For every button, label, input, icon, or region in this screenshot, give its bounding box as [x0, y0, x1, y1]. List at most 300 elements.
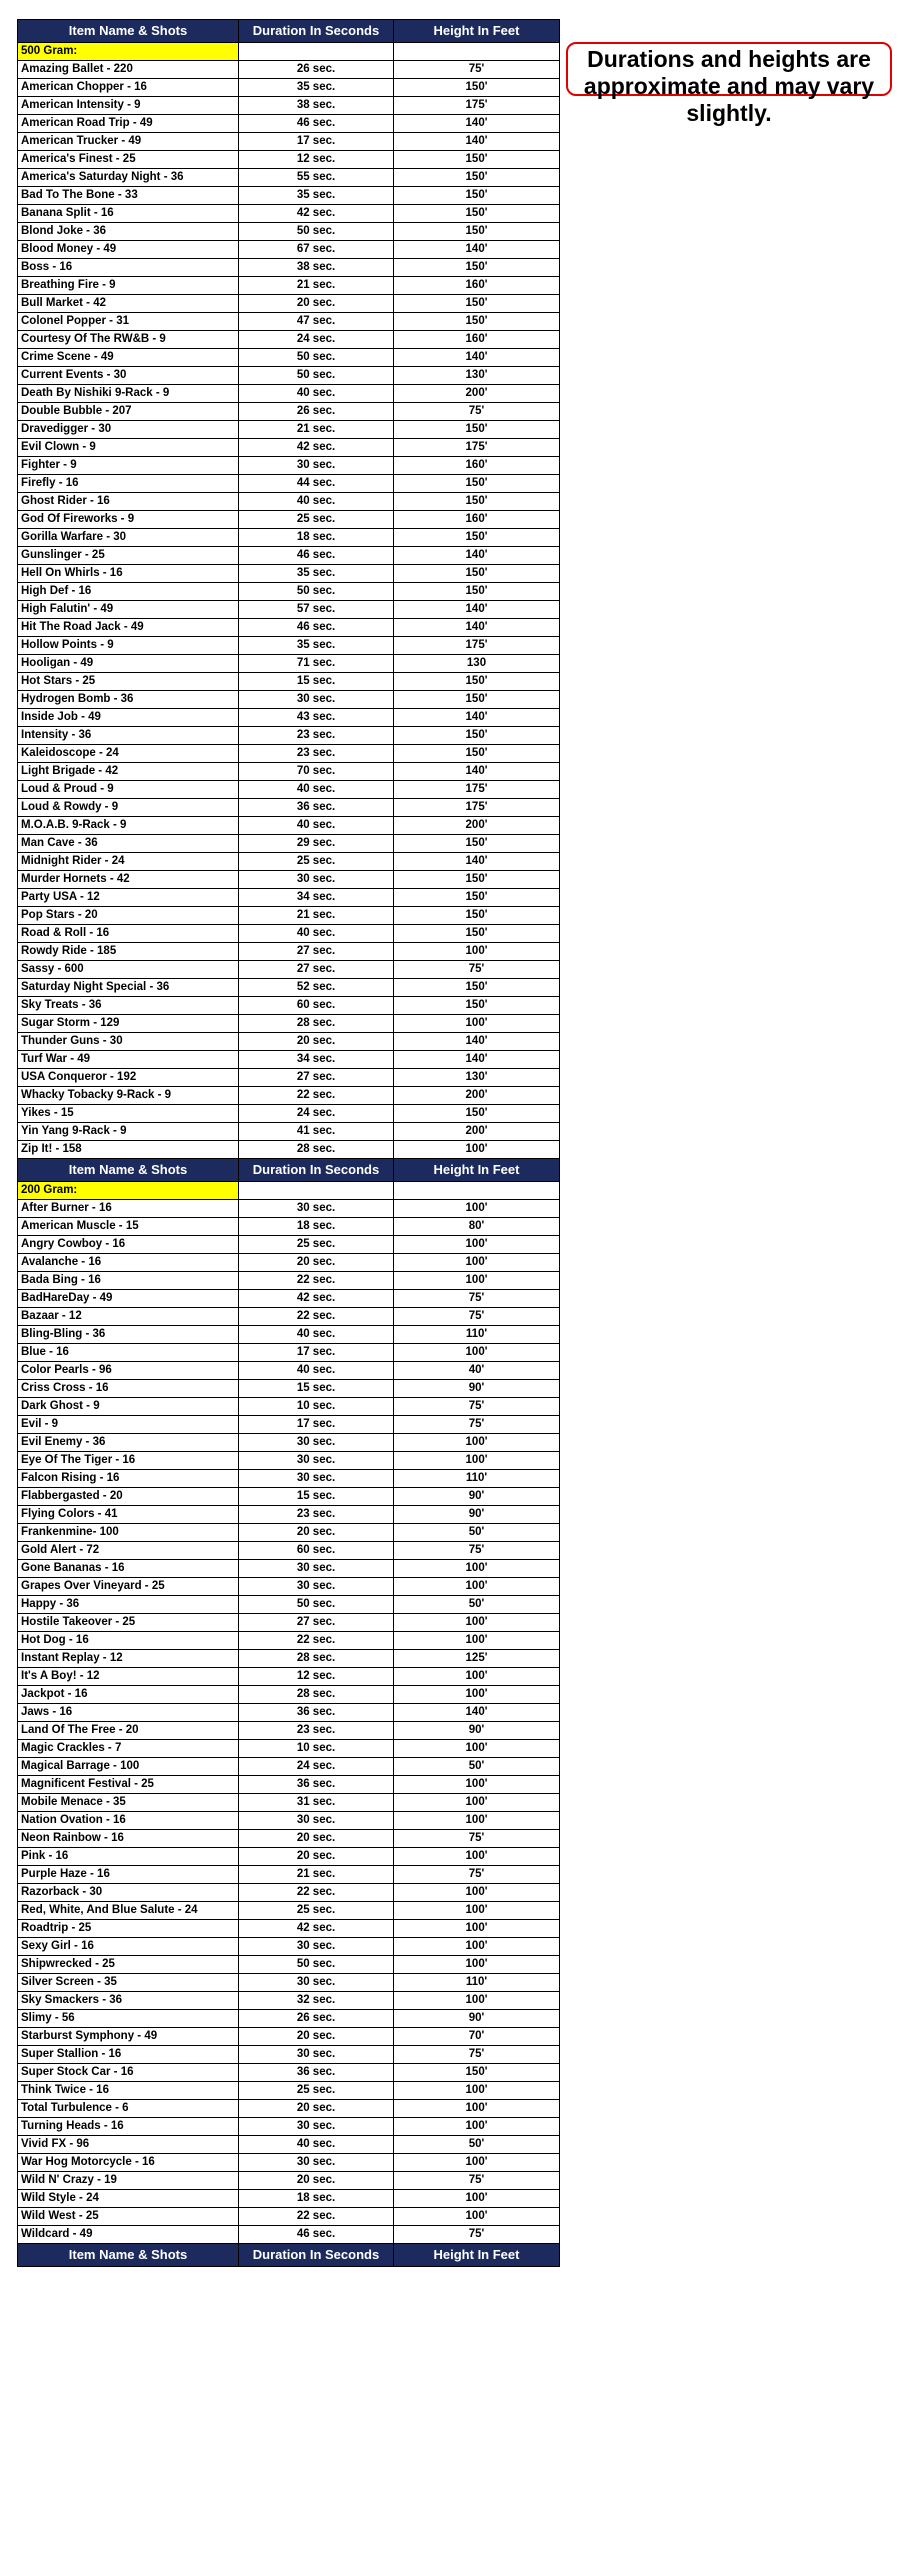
height-cell: 200' — [394, 1087, 560, 1105]
height-cell: 100' — [394, 1141, 560, 1159]
item-name-cell: Bling-Bling - 36 — [18, 1326, 239, 1344]
duration-cell: 30 sec. — [239, 1812, 394, 1830]
item-name-cell: Evil Enemy - 36 — [18, 1434, 239, 1452]
height-cell: 130' — [394, 367, 560, 385]
table-row — [18, 79, 560, 97]
duration-cell: 34 sec. — [239, 1051, 394, 1069]
header-duration: Duration In Seconds — [239, 2244, 394, 2267]
height-cell: 150' — [394, 475, 560, 493]
height-cell: 175' — [394, 97, 560, 115]
item-name-cell: Boss - 16 — [18, 259, 239, 277]
item-name-cell: Red, White, And Blue Salute - 24 — [18, 1902, 239, 1920]
height-cell: 150' — [394, 313, 560, 331]
table-row — [18, 1524, 560, 1542]
table-row — [18, 2154, 560, 2172]
item-name-cell: Vivid FX - 96 — [18, 2136, 239, 2154]
height-cell: 100' — [394, 1614, 560, 1632]
duration-cell: 30 sec. — [239, 691, 394, 709]
table-row — [18, 115, 560, 133]
section-label: 500 Gram: — [18, 43, 239, 61]
duration-cell: 12 sec. — [239, 1668, 394, 1686]
table-row — [18, 2118, 560, 2136]
table-row — [18, 223, 560, 241]
table-row — [18, 349, 560, 367]
table-row — [18, 1506, 560, 1524]
table-row — [18, 1992, 560, 2010]
duration-cell: 30 sec. — [239, 2046, 394, 2064]
height-cell: 100' — [394, 1848, 560, 1866]
item-name-cell: Blond Joke - 36 — [18, 223, 239, 241]
table-row — [18, 2028, 560, 2046]
table-row — [18, 421, 560, 439]
table-row — [18, 1668, 560, 1686]
duration-cell: 42 sec. — [239, 205, 394, 223]
duration-cell: 57 sec. — [239, 601, 394, 619]
table-row — [18, 1200, 560, 1218]
table-row — [18, 403, 560, 421]
table-row — [18, 2172, 560, 2190]
height-cell: 160' — [394, 331, 560, 349]
table-row — [18, 1033, 560, 1051]
table-row — [18, 1974, 560, 1992]
table-row — [18, 979, 560, 997]
item-name-cell: It's A Boy! - 12 — [18, 1668, 239, 1686]
height-cell: 150' — [394, 871, 560, 889]
table-row — [18, 1123, 560, 1141]
item-name-cell: Yikes - 15 — [18, 1105, 239, 1123]
item-name-cell: Criss Cross - 16 — [18, 1380, 239, 1398]
item-name-cell: Death By Nishiki 9-Rack - 9 — [18, 385, 239, 403]
duration-cell: 55 sec. — [239, 169, 394, 187]
item-name-cell: Breathing Fire - 9 — [18, 277, 239, 295]
height-cell: 200' — [394, 817, 560, 835]
height-cell: 100' — [394, 1344, 560, 1362]
height-cell: 100' — [394, 943, 560, 961]
table-row — [18, 781, 560, 799]
item-name-cell: Blood Money - 49 — [18, 241, 239, 259]
duration-cell: 36 sec. — [239, 1704, 394, 1722]
item-name-cell: Avalanche - 16 — [18, 1254, 239, 1272]
table-row — [18, 817, 560, 835]
height-cell: 140' — [394, 601, 560, 619]
item-name-cell: Magic Crackles - 7 — [18, 1740, 239, 1758]
height-cell: 100' — [394, 1015, 560, 1033]
duration-cell: 20 sec. — [239, 1848, 394, 1866]
duration-cell: 18 sec. — [239, 1218, 394, 1236]
item-name-cell: Sugar Storm - 129 — [18, 1015, 239, 1033]
item-name-cell: Evil Clown - 9 — [18, 439, 239, 457]
section-row — [18, 1182, 560, 1200]
item-name-cell: Grapes Over Vineyard - 25 — [18, 1578, 239, 1596]
table-row — [18, 727, 560, 745]
duration-cell: 35 sec. — [239, 565, 394, 583]
height-cell: 100' — [394, 1272, 560, 1290]
table-row — [18, 1560, 560, 1578]
height-cell: 75' — [394, 2046, 560, 2064]
duration-cell: 26 sec. — [239, 2010, 394, 2028]
duration-cell: 30 sec. — [239, 1560, 394, 1578]
height-cell: 150' — [394, 673, 560, 691]
table-row — [18, 2100, 560, 2118]
height-cell: 100' — [394, 1902, 560, 1920]
table-row — [18, 2136, 560, 2154]
table-row — [18, 961, 560, 979]
table-row — [18, 871, 560, 889]
height-cell: 150' — [394, 997, 560, 1015]
height-cell: 50' — [394, 2136, 560, 2154]
height-cell: 100' — [394, 2118, 560, 2136]
table-row — [18, 2226, 560, 2244]
duration-cell: 27 sec. — [239, 943, 394, 961]
height-cell: 100' — [394, 1200, 560, 1218]
duration-cell: 50 sec. — [239, 223, 394, 241]
table-row — [18, 2082, 560, 2100]
duration-cell: 50 sec. — [239, 367, 394, 385]
duration-cell: 28 sec. — [239, 1686, 394, 1704]
item-name-cell: M.O.A.B. 9-Rack - 9 — [18, 817, 239, 835]
duration-cell: 17 sec. — [239, 133, 394, 151]
duration-cell: 25 sec. — [239, 2082, 394, 2100]
duration-cell: 30 sec. — [239, 2154, 394, 2172]
duration-cell: 35 sec. — [239, 187, 394, 205]
table-row — [18, 1830, 560, 1848]
table-row — [18, 439, 560, 457]
height-cell: 100' — [394, 2100, 560, 2118]
section-row — [18, 43, 560, 61]
height-cell: 100' — [394, 1920, 560, 1938]
duration-cell: 46 sec. — [239, 115, 394, 133]
duration-cell: 10 sec. — [239, 1740, 394, 1758]
duration-cell: 30 sec. — [239, 1470, 394, 1488]
table-row — [18, 205, 560, 223]
height-cell: 150' — [394, 2064, 560, 2082]
duration-cell: 23 sec. — [239, 1506, 394, 1524]
height-cell: 100' — [394, 1452, 560, 1470]
height-cell: 125' — [394, 1650, 560, 1668]
table-row — [18, 2046, 560, 2064]
height-cell: 100' — [394, 1884, 560, 1902]
height-cell: 50' — [394, 1758, 560, 1776]
item-name-cell: Fighter - 9 — [18, 457, 239, 475]
item-name-cell: Hot Dog - 16 — [18, 1632, 239, 1650]
height-cell: 140' — [394, 763, 560, 781]
height-cell: 110' — [394, 1326, 560, 1344]
duration-cell: 20 sec. — [239, 1254, 394, 1272]
item-name-cell: American Road Trip - 49 — [18, 115, 239, 133]
table-row — [18, 1105, 560, 1123]
duration-cell: 40 sec. — [239, 817, 394, 835]
item-name-cell: Jaws - 16 — [18, 1704, 239, 1722]
height-cell: 75' — [394, 1416, 560, 1434]
table-row — [18, 745, 560, 763]
duration-cell: 71 sec. — [239, 655, 394, 673]
duration-cell: 30 sec. — [239, 457, 394, 475]
item-name-cell: Bazaar - 12 — [18, 1308, 239, 1326]
item-name-cell: Falcon Rising - 16 — [18, 1470, 239, 1488]
table-row — [18, 1794, 560, 1812]
duration-cell: 20 sec. — [239, 295, 394, 313]
table-row — [18, 1015, 560, 1033]
table-row — [18, 241, 560, 259]
table-row — [18, 1087, 560, 1105]
item-name-cell: Silver Screen - 35 — [18, 1974, 239, 1992]
duration-cell: 25 sec. — [239, 1236, 394, 1254]
item-name-cell: Mobile Menace - 35 — [18, 1794, 239, 1812]
table-row — [18, 313, 560, 331]
height-cell: 160' — [394, 457, 560, 475]
height-cell: 150' — [394, 745, 560, 763]
table-row — [18, 1812, 560, 1830]
duration-cell: 28 sec. — [239, 1015, 394, 1033]
height-cell: 130 — [394, 655, 560, 673]
header-duration: Duration In Seconds — [239, 1159, 394, 1182]
item-name-cell: Hit The Road Jack - 49 — [18, 619, 239, 637]
duration-cell: 30 sec. — [239, 1200, 394, 1218]
table-row — [18, 943, 560, 961]
duration-cell: 17 sec. — [239, 1344, 394, 1362]
item-name-cell: Murder Hornets - 42 — [18, 871, 239, 889]
table-row — [18, 1344, 560, 1362]
table-row — [18, 1938, 560, 1956]
header-row — [18, 20, 560, 43]
height-cell: 160' — [394, 511, 560, 529]
table-row — [18, 151, 560, 169]
item-name-cell: Neon Rainbow - 16 — [18, 1830, 239, 1848]
table-row — [18, 1920, 560, 1938]
height-cell: 150' — [394, 835, 560, 853]
duration-cell: 15 sec. — [239, 1488, 394, 1506]
duration-cell: 22 sec. — [239, 1272, 394, 1290]
table-row — [18, 1236, 560, 1254]
duration-cell: 30 sec. — [239, 1938, 394, 1956]
table-row — [18, 529, 560, 547]
height-cell: 100' — [394, 1560, 560, 1578]
item-name-cell: Banana Split - 16 — [18, 205, 239, 223]
table-row — [18, 1884, 560, 1902]
header-height: Height In Feet — [394, 1159, 560, 1182]
item-name-cell: Gone Bananas - 16 — [18, 1560, 239, 1578]
item-name-cell: Saturday Night Special - 36 — [18, 979, 239, 997]
table-row — [18, 1956, 560, 1974]
duration-cell: 20 sec. — [239, 2172, 394, 2190]
duration-cell: 36 sec. — [239, 1776, 394, 1794]
table-row — [18, 1596, 560, 1614]
item-name-cell: Starburst Symphony - 49 — [18, 2028, 239, 2046]
height-cell: 100' — [394, 1578, 560, 1596]
height-cell: 100' — [394, 1740, 560, 1758]
item-name-cell: Jackpot - 16 — [18, 1686, 239, 1704]
item-name-cell: Sky Smackers - 36 — [18, 1992, 239, 2010]
duration-cell: 22 sec. — [239, 1308, 394, 1326]
item-name-cell: Wild Style - 24 — [18, 2190, 239, 2208]
table-row — [18, 1542, 560, 1560]
item-name-cell: Happy - 36 — [18, 1596, 239, 1614]
duration-cell: 29 sec. — [239, 835, 394, 853]
duration-cell: 15 sec. — [239, 1380, 394, 1398]
item-name-cell: Yin Yang 9-Rack - 9 — [18, 1123, 239, 1141]
table-row — [18, 1362, 560, 1380]
duration-cell: 42 sec. — [239, 439, 394, 457]
height-cell: 175' — [394, 439, 560, 457]
duration-cell: 24 sec. — [239, 1105, 394, 1123]
table-row — [18, 1578, 560, 1596]
item-name-cell: Current Events - 30 — [18, 367, 239, 385]
item-name-cell: Wild West - 25 — [18, 2208, 239, 2226]
duration-cell: 20 sec. — [239, 1830, 394, 1848]
height-cell: 100' — [394, 1812, 560, 1830]
item-name-cell: Hot Stars - 25 — [18, 673, 239, 691]
item-name-cell: Bad To The Bone - 33 — [18, 187, 239, 205]
duration-cell: 40 sec. — [239, 2136, 394, 2154]
duration-cell: 46 sec. — [239, 619, 394, 637]
table-row — [18, 2064, 560, 2082]
duration-cell: 18 sec. — [239, 529, 394, 547]
height-cell: 75' — [394, 1308, 560, 1326]
duration-cell: 70 sec. — [239, 763, 394, 781]
height-cell: 175' — [394, 637, 560, 655]
height-cell: 80' — [394, 1218, 560, 1236]
table-row — [18, 2208, 560, 2226]
height-cell: 75' — [394, 961, 560, 979]
height-cell: 140' — [394, 1051, 560, 1069]
table-row — [18, 475, 560, 493]
item-name-cell: High Falutin' - 49 — [18, 601, 239, 619]
item-name-cell: Sexy Girl - 16 — [18, 1938, 239, 1956]
table-row — [18, 2190, 560, 2208]
item-name-cell: Double Bubble - 207 — [18, 403, 239, 421]
table-row — [18, 61, 560, 79]
height-cell: 150' — [394, 205, 560, 223]
table-row — [18, 835, 560, 853]
item-name-cell: Rowdy Ride - 185 — [18, 943, 239, 961]
item-name-cell: Midnight Rider - 24 — [18, 853, 239, 871]
item-name-cell: Turf War - 49 — [18, 1051, 239, 1069]
duration-cell: 50 sec. — [239, 583, 394, 601]
height-cell: 150' — [394, 223, 560, 241]
height-cell: 50' — [394, 1596, 560, 1614]
duration-cell: 34 sec. — [239, 889, 394, 907]
height-cell: 140' — [394, 115, 560, 133]
duration-cell: 22 sec. — [239, 1884, 394, 1902]
height-cell: 140' — [394, 349, 560, 367]
height-cell: 100' — [394, 1776, 560, 1794]
table-row — [18, 1326, 560, 1344]
duration-cell: 25 sec. — [239, 511, 394, 529]
item-name-cell: Amazing Ballet - 220 — [18, 61, 239, 79]
item-name-cell: Shipwrecked - 25 — [18, 1956, 239, 1974]
item-name-cell: Zip It! - 158 — [18, 1141, 239, 1159]
item-name-cell: Roadtrip - 25 — [18, 1920, 239, 1938]
item-name-cell: Party USA - 12 — [18, 889, 239, 907]
height-cell: 140' — [394, 1704, 560, 1722]
height-cell: 100' — [394, 1254, 560, 1272]
item-name-cell: Instant Replay - 12 — [18, 1650, 239, 1668]
duration-cell: 18 sec. — [239, 2190, 394, 2208]
duration-cell: 25 sec. — [239, 853, 394, 871]
height-cell: 75' — [394, 1866, 560, 1884]
item-name-cell: Loud & Proud - 9 — [18, 781, 239, 799]
duration-cell: 12 sec. — [239, 151, 394, 169]
height-cell: 75' — [394, 2226, 560, 2244]
item-name-cell: Flabbergasted - 20 — [18, 1488, 239, 1506]
height-cell: 75' — [394, 1542, 560, 1560]
header-item-name: Item Name & Shots — [18, 2244, 239, 2267]
item-name-cell: Nation Ovation - 16 — [18, 1812, 239, 1830]
table-row — [18, 547, 560, 565]
item-name-cell: Think Twice - 16 — [18, 2082, 239, 2100]
table-row — [18, 97, 560, 115]
duration-cell: 20 sec. — [239, 1524, 394, 1542]
table-row — [18, 1308, 560, 1326]
duration-cell: 50 sec. — [239, 1956, 394, 1974]
header-item-name: Item Name & Shots — [18, 1159, 239, 1182]
table-row — [18, 691, 560, 709]
height-cell: 150' — [394, 295, 560, 313]
height-cell: 70' — [394, 2028, 560, 2046]
duration-cell: 21 sec. — [239, 1866, 394, 1884]
item-name-cell: Bull Market - 42 — [18, 295, 239, 313]
table-row — [18, 1650, 560, 1668]
table-row — [18, 1488, 560, 1506]
duration-cell: 41 sec. — [239, 1123, 394, 1141]
duration-cell: 67 sec. — [239, 241, 394, 259]
duration-cell: 44 sec. — [239, 475, 394, 493]
header-row — [18, 2244, 560, 2267]
height-cell: 100' — [394, 1632, 560, 1650]
table-row — [18, 709, 560, 727]
table-row — [18, 1141, 560, 1159]
table-row — [18, 1398, 560, 1416]
duration-cell: 10 sec. — [239, 1398, 394, 1416]
duration-cell: 26 sec. — [239, 61, 394, 79]
height-cell: 90' — [394, 1506, 560, 1524]
duration-cell: 35 sec. — [239, 637, 394, 655]
item-name-cell: Sassy - 600 — [18, 961, 239, 979]
height-cell: 140' — [394, 241, 560, 259]
height-cell: 90' — [394, 1722, 560, 1740]
item-name-cell: Land Of The Free - 20 — [18, 1722, 239, 1740]
height-cell: 100' — [394, 1686, 560, 1704]
table-row — [18, 1069, 560, 1087]
duration-cell: 21 sec. — [239, 421, 394, 439]
item-name-cell: Courtesy Of The RW&B - 9 — [18, 331, 239, 349]
table-row — [18, 637, 560, 655]
table-row — [18, 1051, 560, 1069]
height-cell: 175' — [394, 781, 560, 799]
duration-cell: 25 sec. — [239, 1902, 394, 1920]
item-name-cell: America's Finest - 25 — [18, 151, 239, 169]
duration-cell: 52 sec. — [239, 979, 394, 997]
empty-cell — [239, 43, 394, 61]
duration-cell: 36 sec. — [239, 2064, 394, 2082]
item-name-cell: Hydrogen Bomb - 36 — [18, 691, 239, 709]
duration-cell: 20 sec. — [239, 2100, 394, 2118]
header-row — [18, 1159, 560, 1182]
item-name-cell: Sky Treats - 36 — [18, 997, 239, 1015]
height-cell: 150' — [394, 691, 560, 709]
table-row — [18, 997, 560, 1015]
height-cell: 150' — [394, 529, 560, 547]
duration-cell: 23 sec. — [239, 745, 394, 763]
item-name-cell: Turning Heads - 16 — [18, 2118, 239, 2136]
item-name-cell: Pink - 16 — [18, 1848, 239, 1866]
item-name-cell: Angry Cowboy - 16 — [18, 1236, 239, 1254]
item-name-cell: America's Saturday Night - 36 — [18, 169, 239, 187]
table-row — [18, 1380, 560, 1398]
height-cell: 150' — [394, 565, 560, 583]
table-row — [18, 133, 560, 151]
height-cell: 140' — [394, 619, 560, 637]
